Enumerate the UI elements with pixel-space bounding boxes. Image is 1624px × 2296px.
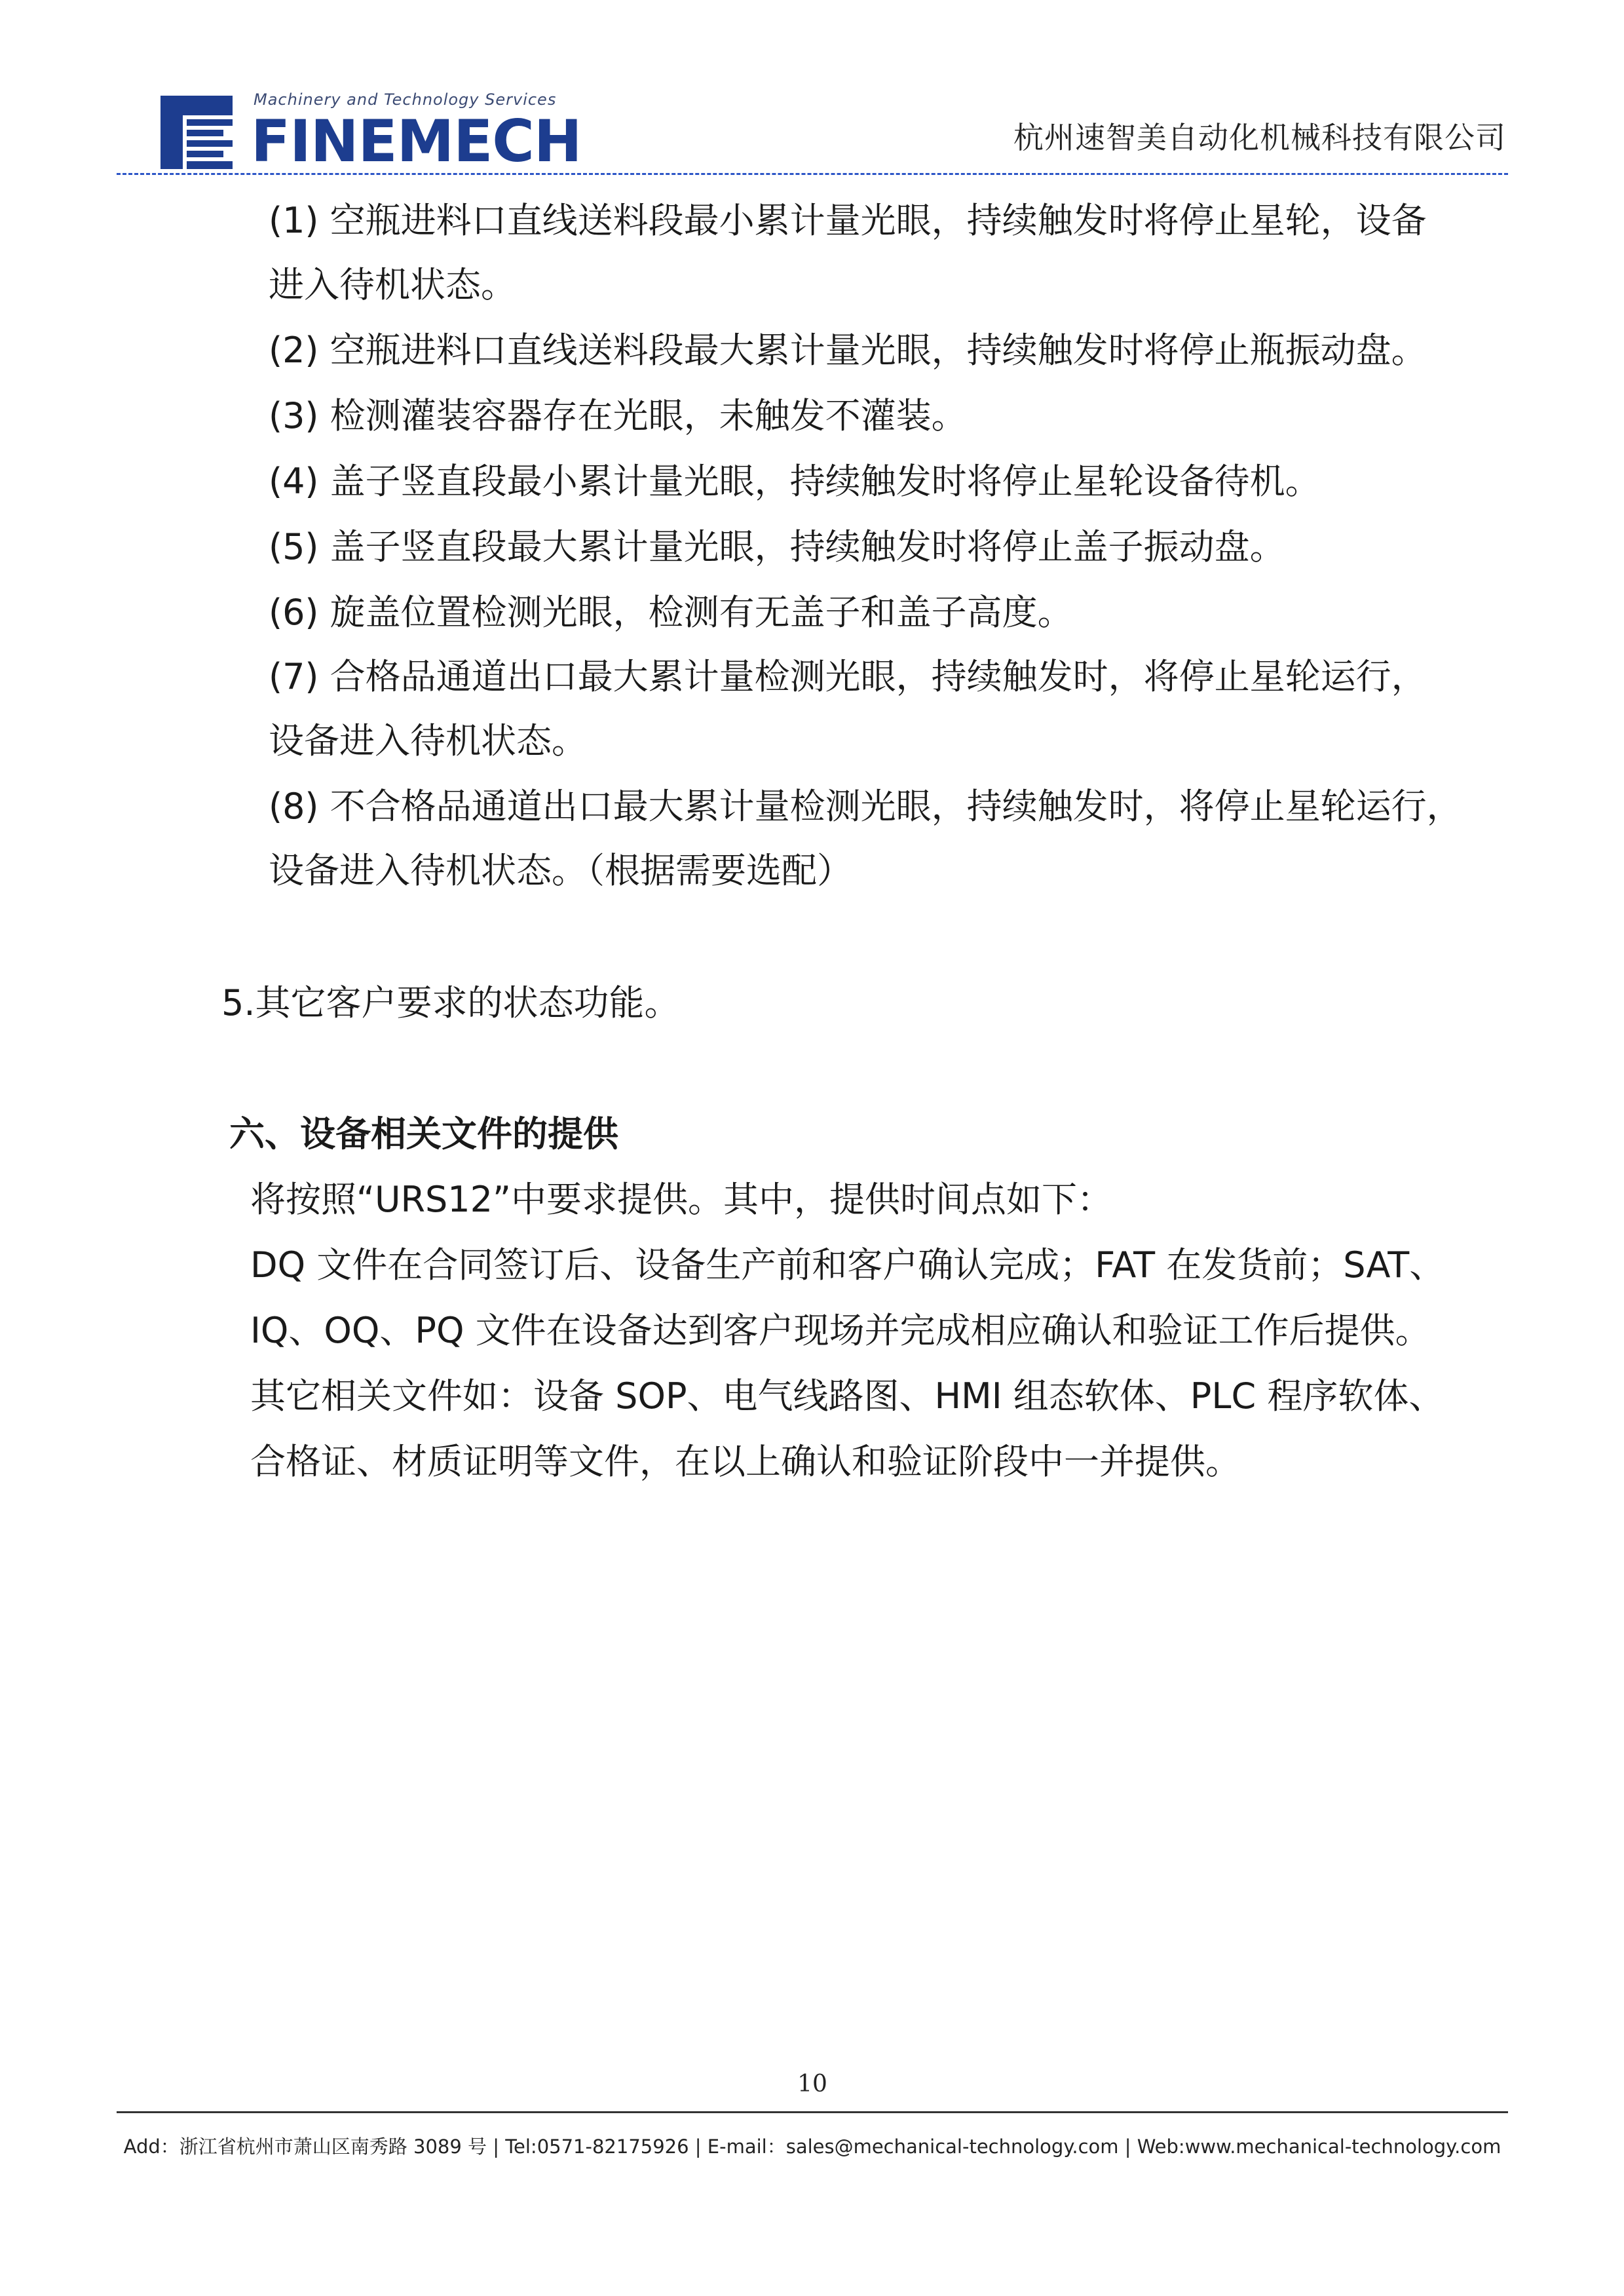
item-2: (2) 空瓶进料口直线送料段最大累计量光眼，持续触发时将停止瓶振动盘。: [269, 330, 1427, 371]
section-6-line-5: 合格证、材质证明等文件，在以上确认和验证阶段中一并提供。: [250, 1441, 1241, 1482]
section-6-line-2: DQ 文件在合同签订后、设备生产前和客户确认完成；FAT 在发货前；SAT、: [250, 1244, 1445, 1286]
item-4: (4) 盖子竖直段最小累计量光眼，持续触发时将停止星轮设备待机。: [269, 461, 1321, 502]
company-name: 杭州速智美自动化机械科技有限公司: [1013, 120, 1506, 155]
item-3: (3) 检测灌装容器存在光眼，未触发不灌装。: [269, 395, 967, 436]
logo-name: FINEMECH: [251, 107, 582, 175]
company-logo: [161, 90, 619, 175]
item-7-line-1: (7) 合格品通道出口最大累计量检测光眼，持续触发时，将停止星轮运行，: [269, 656, 1427, 697]
footer-divider: [117, 2111, 1508, 2113]
item-1-line-1: (1) 空瓶进料口直线送料段最小累计量光眼，持续触发时将停止星轮，设备: [269, 200, 1427, 241]
header-divider: [117, 173, 1508, 175]
finemech-logo-icon: [161, 96, 239, 169]
logo-tagline: Machinery and Technology Services: [254, 90, 557, 109]
section-6-heading: 六、设备相关文件的提供: [229, 1113, 618, 1155]
section-6-line-4: 其它相关文件如：设备 SOP、电气线路图、HMI 组态软体、PLC 程序软体、: [250, 1375, 1445, 1417]
item-7-line-2: 设备进入待机状态。: [269, 720, 587, 761]
item-6: (6) 旋盖位置检测光眼，检测有无盖子和盖子高度。: [269, 592, 1073, 633]
item-8-line-2: 设备进入待机状态。（根据需要选配）: [269, 850, 852, 891]
footer-contact: Add：浙江省杭州市萧山区南秀路 3089 号 | Tel:0571-82175926 | E-mail：sales@mechanical-technology.com | Web:www.mechanical-technology.com: [123, 2135, 1501, 2158]
section-5: 5.其它客户要求的状态功能。: [221, 982, 680, 1024]
page-number: 10: [797, 2071, 827, 2097]
item-1-line-2: 进入待机状态。: [269, 264, 516, 305]
section-6-line-3: IQ、OQ、PQ 文件在设备达到客户现场并完成相应确认和验证工作后提供。: [250, 1310, 1431, 1351]
section-6-line-1: 将按照“URS12”中要求提供。其中，提供时间点如下：: [250, 1179, 1112, 1220]
item-5: (5) 盖子竖直段最大累计量光眼，持续触发时将停止盖子振动盘。: [269, 526, 1285, 567]
item-8-line-1: (8) 不合格品通道出口最大累计量检测光眼，持续触发时，将停止星轮运行，: [269, 786, 1462, 827]
